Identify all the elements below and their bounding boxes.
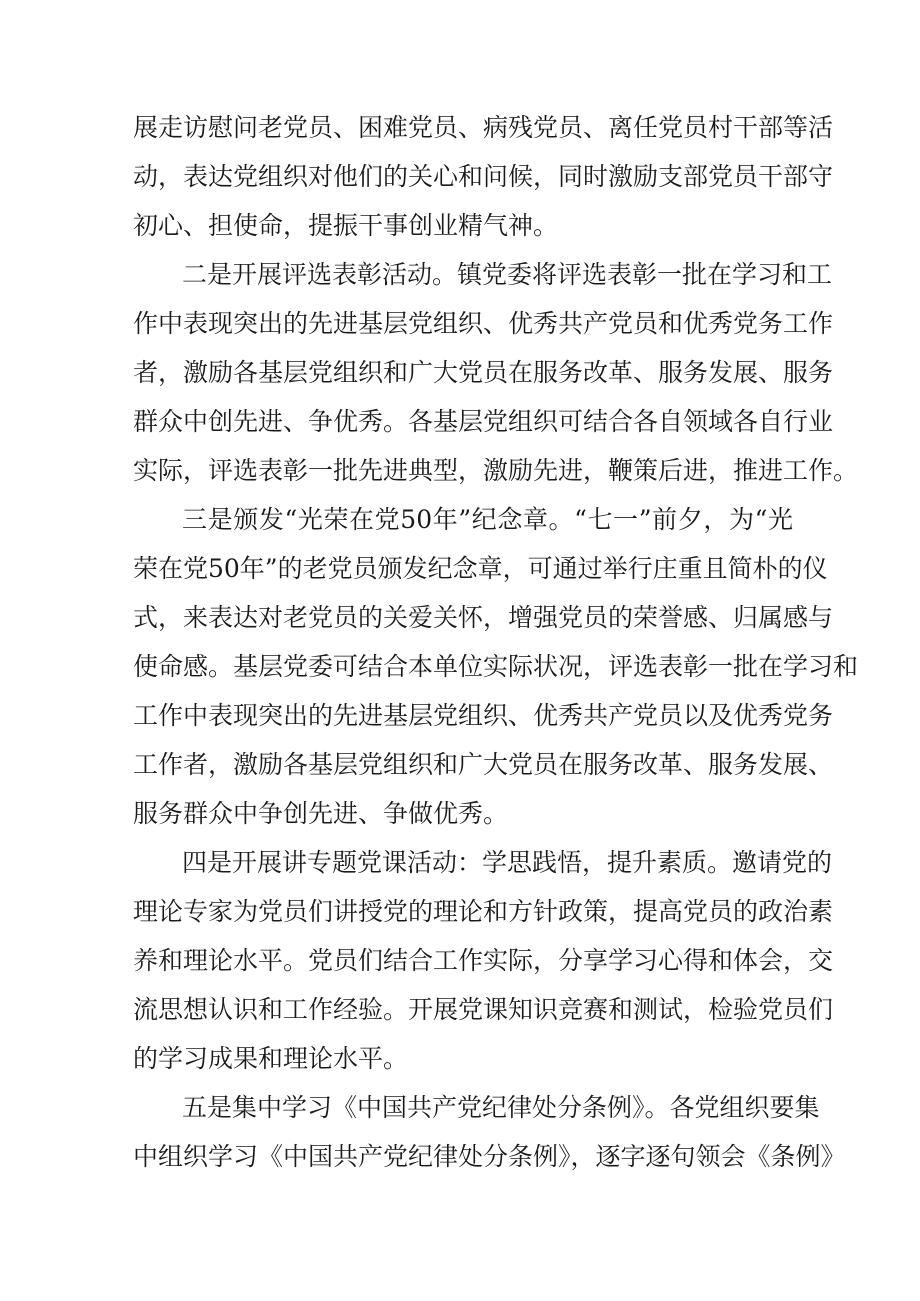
- text-line: 的学习成果和理论水平。: [133, 1044, 409, 1073]
- text-line: 动，表达党组织对他们的关心和问候，同时激励支部党员干部守: [133, 162, 834, 191]
- paragraph-first-line: 二是开展评选表彰活动。镇党委将评选表彰一批在学习和工: [182, 260, 833, 289]
- text-line: 理论专家为党员们讲授党的理论和方针政策，提高党员的政治素: [133, 897, 834, 926]
- text-line: 者，激励各基层党组织和广大党员在服务改革、服务发展、服务: [133, 358, 834, 387]
- text-line: 流思想认识和工作经验。开展党课知识竞赛和测试，检验党员们: [133, 995, 834, 1024]
- text-line: 工作者，激励各基层党组织和广大党员在服务改革、服务发展、: [133, 750, 834, 779]
- text-line: 式，来表达对老党员的关爱关怀，增强党员的荣誉感、归属感与: [133, 603, 834, 632]
- paragraph-first-line: 五是集中学习《中国共产党纪律处分条例》。各党组织要集: [182, 1093, 820, 1122]
- text-line: 工作中表现突出的先进基层党组织、优秀共产党员以及优秀党务: [133, 701, 834, 730]
- text-line: 使命感。基层党委可结合本单位实际状况，评选表彰一批在学习和: [133, 652, 859, 681]
- text-line: 荣在党50年”的老党员颁发纪念章，可通过举行庄重且简朴的仪: [133, 554, 828, 583]
- text-line: 服务群众中争创先进、争做优秀。: [133, 799, 509, 828]
- text-line: 初心、担使命，提振干事创业精气神。: [133, 211, 559, 240]
- text-line: 群众中创先进、争优秀。各基层党组织可结合各自领域各自行业: [133, 407, 834, 436]
- text-line: 作中表现突出的先进基层党组织、优秀共产党员和优秀党务工作: [133, 309, 834, 338]
- text-line: 养和理论水平。党员们结合工作实际，分享学习心得和体会，交: [133, 946, 834, 975]
- text-line: 中组织学习《中国共产党纪律处分条例》，逐字逐句领会《条例》: [133, 1142, 846, 1171]
- paragraph-first-line: 三是颁发“光荣在党50年”纪念章。“七一”前夕，为“光: [182, 505, 793, 534]
- text-line: 实际，评选表彰一批先进典型，激励先进，鞭策后进，推进工作。: [133, 456, 859, 485]
- text-line: 展走访慰问老党员、困难党员、病残党员、离任党员村干部等活: [133, 113, 834, 142]
- paragraph-first-line: 四是开展讲专题党课活动：学思践悟，提升素质。邀请党的: [182, 848, 833, 877]
